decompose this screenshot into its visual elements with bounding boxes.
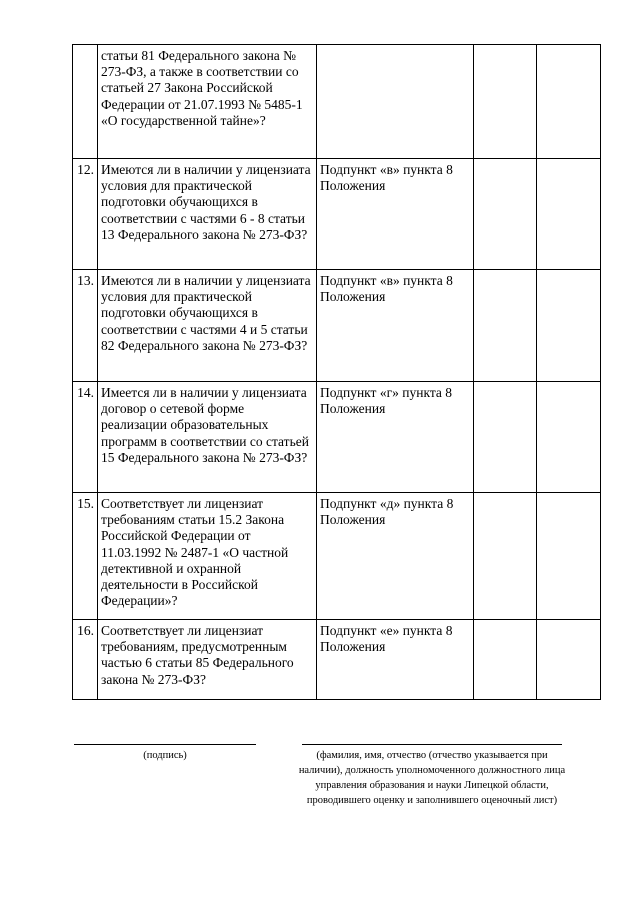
row-number: 13. [73, 270, 98, 382]
question-text: Соответствует ли лицензиат требованиям статьи 15.2 Закона Российской Федерации от 11.03.1992 № 2487-1 «О частной детективной и охранной деятельности в Российской Федерации»? [98, 493, 317, 620]
name-position-caption: (фамилия, имя, отчество (отчество указывается при наличии), должность уполномоченного должностного лица управления образования и науки Липецкой области, проводившего оценку и заполнившего оценочный лист) [298, 750, 566, 806]
table-row [73, 493, 601, 620]
table-row [73, 270, 601, 382]
row-number: 16. [73, 620, 98, 700]
row-number: 14. [73, 382, 98, 493]
signature-line[interactable] [74, 744, 256, 745]
table-row [73, 620, 601, 700]
reference-text [317, 45, 474, 159]
answer-cell-no[interactable] [537, 493, 601, 620]
question-text: Имеются ли в наличии у лицензиата условия для практической подготовки обучающихся в соответствии с частями 6 - 8 статьи 13 Федерального закона № 273-ФЗ? [98, 159, 317, 270]
signature-caption: (подпись) [143, 750, 187, 761]
answer-cell-yes[interactable] [474, 493, 537, 620]
reference-text: Подпункт «г» пункта 8 Положения [317, 382, 474, 493]
table-row [73, 382, 601, 493]
answer-cell-yes[interactable] [474, 159, 537, 270]
reference-text: Подпункт «в» пункта 8 Положения [317, 159, 474, 270]
row-number [73, 45, 98, 159]
answer-cell-yes[interactable] [474, 270, 537, 382]
answer-cell-no[interactable] [537, 45, 601, 159]
answer-cell-no[interactable] [537, 620, 601, 700]
row-number: 12. [73, 159, 98, 270]
answer-cell-no[interactable] [537, 159, 601, 270]
answer-cell-yes[interactable] [474, 620, 537, 700]
question-text: статьи 81 Федерального закона № 273-ФЗ, а также в соответствии со статьей 27 Закона Российской Федерации от 21.07.1993 № 5485-1 «О государственной тайне»? [98, 45, 317, 159]
table-row [73, 159, 601, 270]
checklist-table [72, 44, 601, 700]
name-position-line[interactable] [302, 744, 562, 745]
answer-cell-yes[interactable] [474, 382, 537, 493]
row-number: 15. [73, 493, 98, 620]
reference-text: Подпункт «в» пункта 8 Положения [317, 270, 474, 382]
answer-cell-yes[interactable] [474, 45, 537, 159]
question-text: Имеется ли в наличии у лицензиата договор о сетевой форме реализации образовательных программ в соответствии со статьей 15 Федерального закона № 273-ФЗ? [98, 382, 317, 493]
reference-text: Подпункт «е» пункта 8 Положения [317, 620, 474, 700]
reference-text: Подпункт «д» пункта 8 Положения [317, 493, 474, 620]
answer-cell-no[interactable] [537, 382, 601, 493]
question-text: Имеются ли в наличии у лицензиата условия для практической подготовки обучающихся в соответствии с частями 4 и 5 статьи 82 Федерального закона № 273-ФЗ? [98, 270, 317, 382]
answer-cell-no[interactable] [537, 270, 601, 382]
question-text: Соответствует ли лицензиат требованиям, предусмотренным частью 6 статьи 85 Федерального закона № 273-ФЗ? [98, 620, 317, 700]
table-row-continuation [73, 45, 601, 159]
